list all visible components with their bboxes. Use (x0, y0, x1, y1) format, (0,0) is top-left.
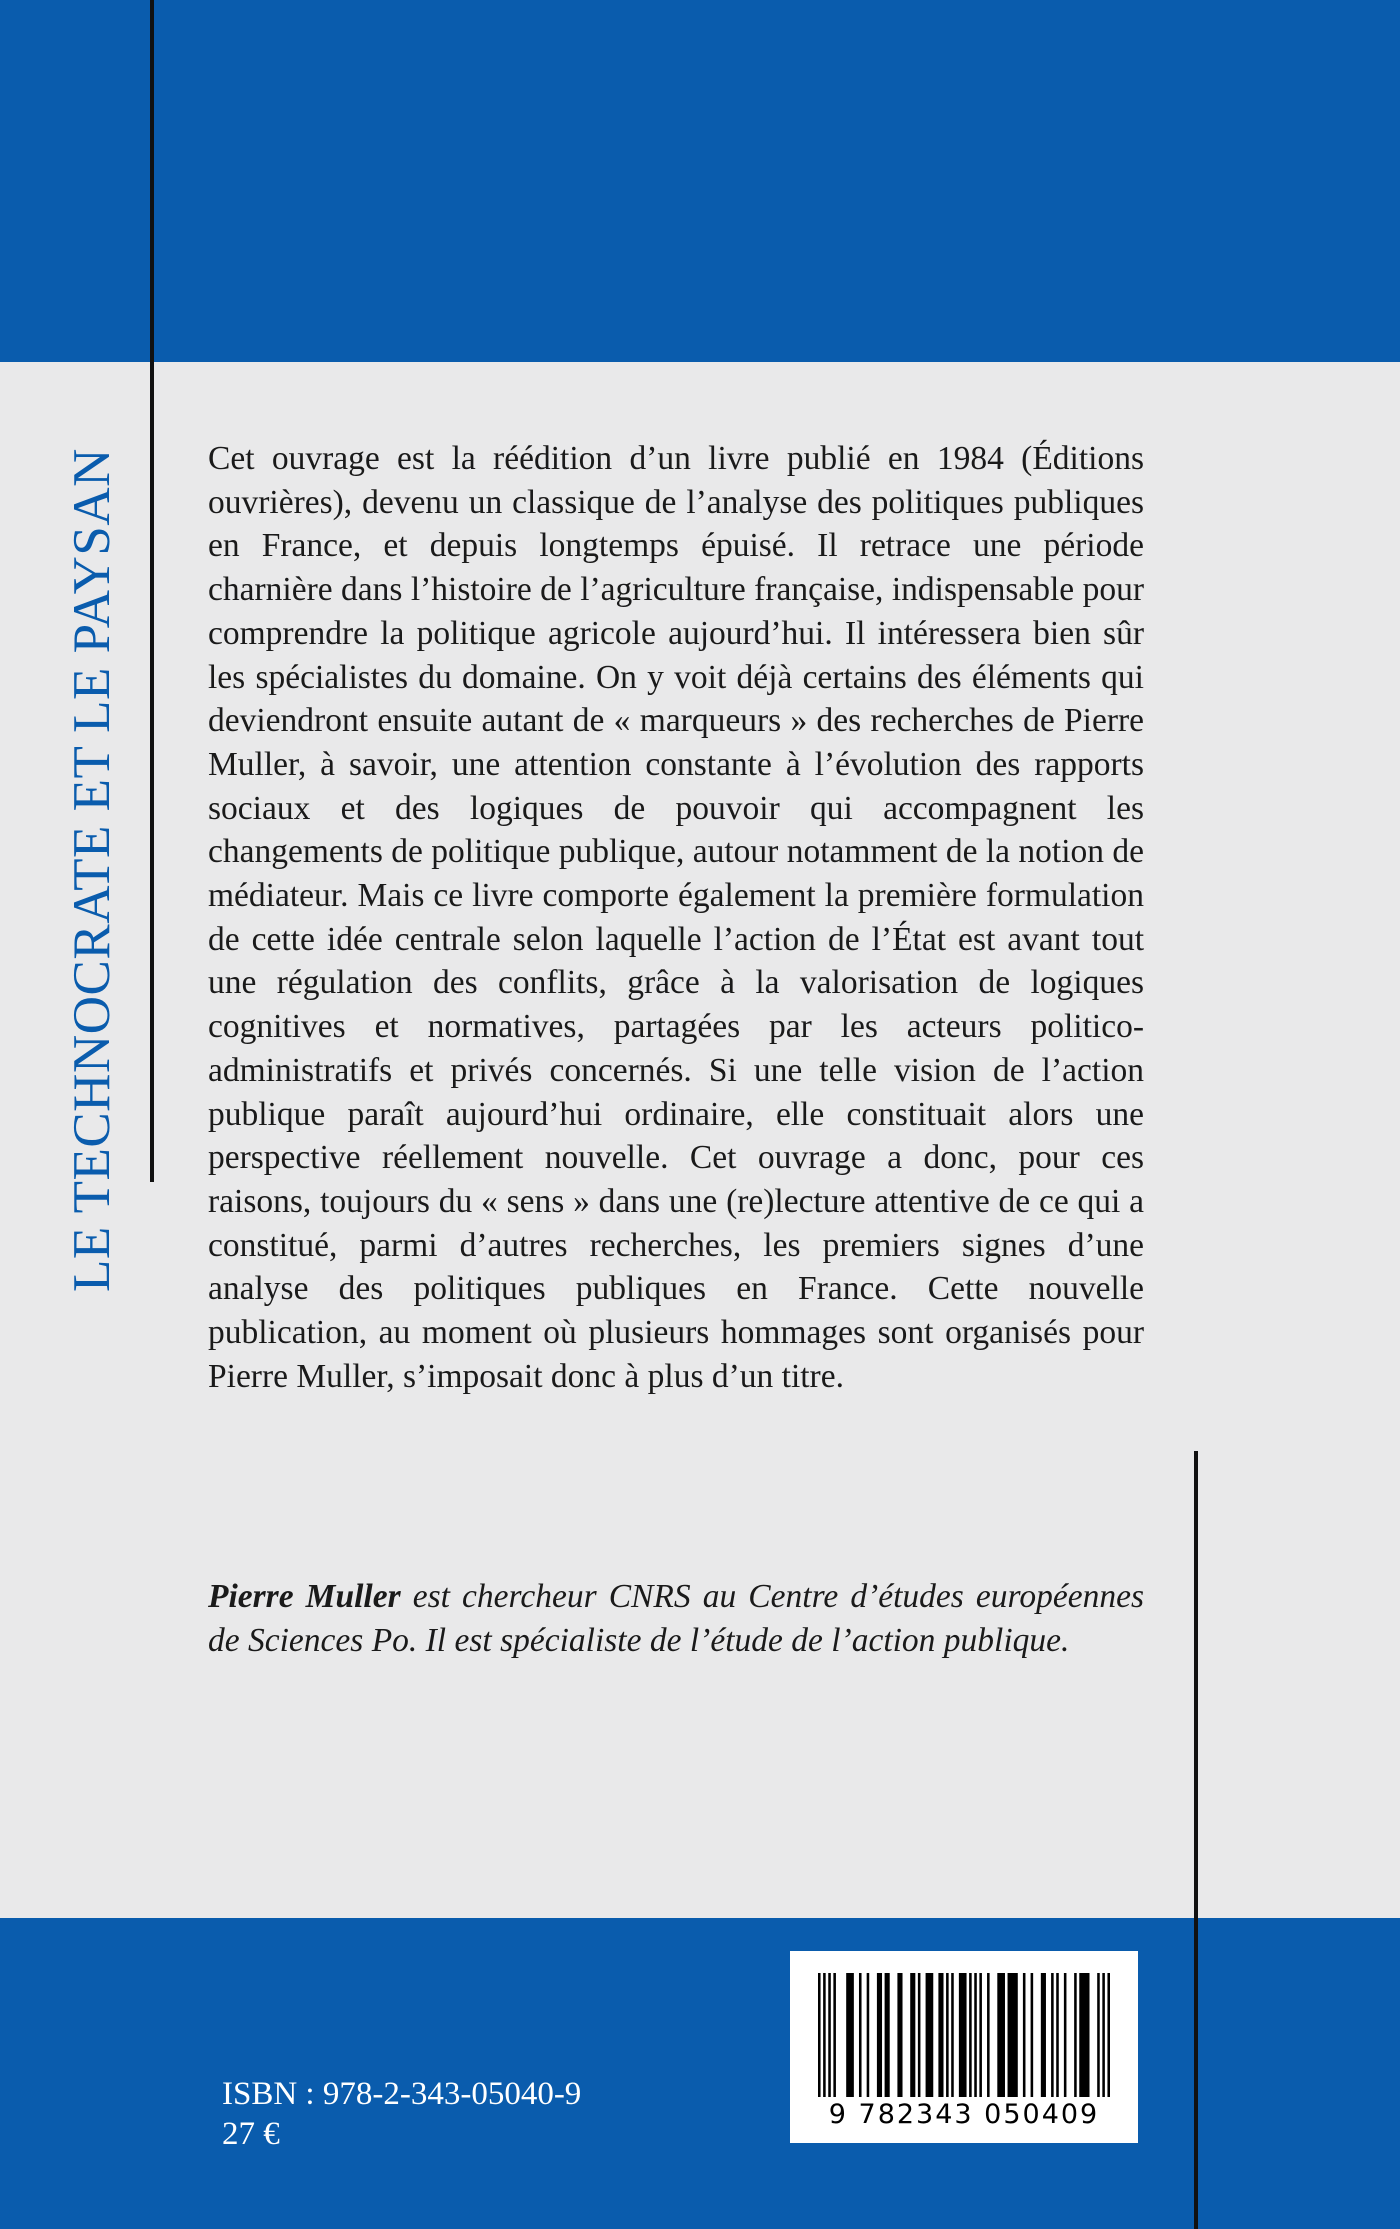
right-divider-line (1194, 1451, 1198, 2229)
author-bio: est chercheur CNRS au Centre d’études européennes de Sciences Po. Il est spécialiste de l’étude de l’action publique. (208, 1578, 1144, 1659)
top-color-band (0, 0, 1400, 362)
barcode-bar (877, 1973, 882, 2097)
barcode-bar (1031, 1973, 1034, 2097)
barcode-bar (818, 1973, 821, 2097)
barcode-bar (1023, 1973, 1026, 2097)
barcode-bar (1056, 1973, 1059, 2097)
barcode-bar (1079, 1973, 1089, 2097)
isbn-text: ISBN : 978-2-343-05040-9 (222, 2076, 582, 2112)
barcode-bar (1008, 1973, 1018, 2097)
back-cover-blurb: Cet ouvrage est la réédition d’un livre publié en 1984 (Éditions ouvrières), devenu un classique de l’analyse des politiques publiques en France, et depuis longtemps épuisé. Il retrace une période charnière dans l’histoire de l’agriculture française, indispensable pour comprendre la politique agricole aujourd’hui. Il intéressera bien sûr les spécialistes du domaine. On y voit déjà certains des éléments qui deviendront ensuite autant de « marqueurs » des recherches de Pierre Muller, à savoir, une attention constante à l’évolution des rapports sociaux et des logiques de pouvoir qui accompagnent les changements de politique publique, autour notamment de la notion de médiateur. Mais ce livre comporte également la première formulation de cette idée centrale selon laquelle l’action de l’État est avant tout une régulation des conflits, grâce à la valorisation de logiques cognitives et normatives, partagées par les acteurs politico-administratifs et privés concernés. Si une telle vision de l’action publique paraît aujourd’hui ordinaire, elle constituait alors une perspective réellement nouvelle. Cet ouvrage a donc, pour ces raisons, toujours du « sens » dans une (re)lecture attentive de ce qui a constitué, parmi d’autres recherches, les premiers signes d’une analyse des politiques publiques en France. Cette nouvelle publication, au moment où plusieurs hommages sont organisés pour Pierre Muller, s’imposait donc à plus d’un titre. (208, 440, 1144, 1395)
barcode-bar (867, 1973, 870, 2097)
spine-title-container (60, 440, 124, 1300)
barcode-bars (818, 1973, 1110, 2097)
barcode-bar (1064, 1973, 1067, 2097)
barcode-bar (946, 1973, 949, 2097)
barcode-bar (951, 1973, 954, 2097)
barcode-bar (910, 1973, 915, 2097)
barcode-bar (897, 1973, 902, 2097)
barcode-bar (938, 1973, 943, 2097)
barcode-bar (1097, 1973, 1100, 2097)
barcode-bar (1041, 1973, 1046, 2097)
barcode-bar (969, 1973, 972, 2097)
barcode-bar (979, 1973, 982, 2097)
barcode-bar (1102, 1973, 1105, 2097)
barcode-bar (833, 1973, 836, 2097)
author-name: Pierre Muller (208, 1578, 401, 1615)
price-text: 27 € (222, 2116, 280, 2152)
barcode-bar (1051, 1973, 1054, 2097)
barcode-bar (918, 1973, 921, 2097)
spine-title: LE TECHNOCRATE ET LE PAYSAN (63, 448, 121, 1292)
bottom-color-band (0, 1918, 1400, 2229)
barcode-bar (974, 1973, 977, 2097)
barcode-bar (926, 1973, 934, 2097)
author-note (208, 1575, 1144, 1662)
barcode-bar (828, 1973, 831, 2097)
barcode-bar (859, 1973, 862, 2097)
barcode-bar (823, 1973, 826, 2097)
barcode (790, 1951, 1138, 2143)
barcode-bar (846, 1973, 854, 2097)
barcode-bar (987, 1973, 990, 2097)
barcode-bar (1074, 1973, 1077, 2097)
barcode-digits: 9 782343 050409 (828, 2099, 1100, 2130)
barcode-bar (959, 1973, 967, 2097)
left-divider-line (150, 0, 154, 1182)
barcode-bar (1107, 1973, 1110, 2097)
barcode-bar (997, 1973, 1005, 2097)
barcode-bar (885, 1973, 890, 2097)
